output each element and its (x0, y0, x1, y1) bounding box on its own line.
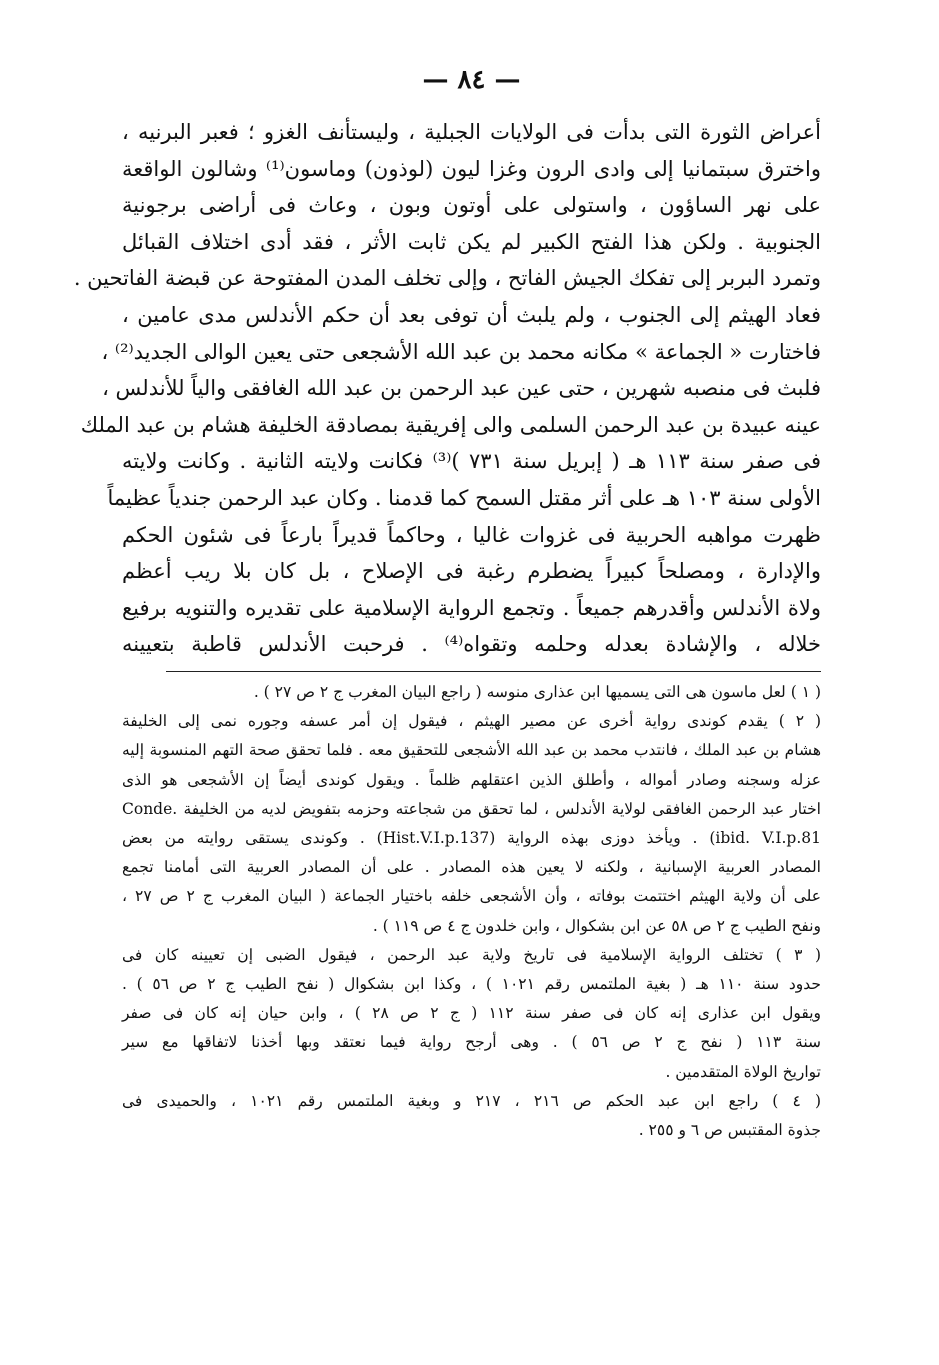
footnotes (122, 678, 821, 1145)
footnote-line: المصادر العربية الإسبانية ، ولكنه لا يعين هذه المصادر . على أن المصادر العربية التى أمامنا تجمع (122, 858, 821, 877)
text-line: ولاة الأندلس وأقدرهم جميعاً . وتجمع الرواية الإسلامية على تقديره والتنويه برفيع (122, 595, 821, 620)
text-line: فاختارت « الجماعة » مكانه محمد بن عبد الله الأشجعى حتى يعين الوالى الجديد⁽²⁾ ، (101, 339, 821, 364)
text-line: الأولى سنة ١٠٣ هـ على أثر مقتل السمح كما قدمنا . وكان عبد الرحمن جندياً عظيماً (107, 485, 821, 510)
footnote-line: ibid. V.I.p.81) . ويأخذ دوزى بهذه الرواية (Hist.V.I.p.137) . وكوندى يستقى روايته من بعض (122, 828, 821, 847)
text-line: أعراض الثورة التى بدأت فى الولايات الجبلية ، وليستأنف الغزو ؛ فعبر البرنيه ، (122, 120, 821, 144)
footnote-line: ( ٣ ) تختلف الرواية الإسلامية فى تاريخ ولاية عبد الرحمن ، فيقول الضبى إن تعيينه كان فى (122, 945, 821, 964)
footnote-line: ونفح الطيب ج ٢ ص ٥٨ عن ابن بشكوال ، وابن خلدون ج ٤ ص ١١٩ ) . (372, 916, 821, 935)
text-line: عينه عبيدة بن عبد الرحمن السلمى والى إفريقية بمصادقة الخليفة هشام بن عبد الملك (80, 412, 821, 437)
footnote-line: اختار عبد الرحمن الغافقى لولاية الأندلس ، لما تحقق من شجاعته وحزمه بتفويض لديه من الخليفة .Conde (122, 799, 821, 818)
footnote-line: تواريخ الولاة المتقدمين . (665, 1062, 821, 1081)
main-text (73, 114, 821, 663)
footnote-line: ( ١ ) لعل ماسون هى التى يسميها ابن عذارى منوسه ( راجع البيان المغرب ج ٢ ص ٢٧ ) . (253, 682, 821, 701)
text-line: وتمرد البربر إلى تفكك الجيش الفاتح ، وإلى تخلف المدن المفتوحة عن قبضة الفاتحين . (73, 266, 821, 291)
text-line: فلبث فى منصبه شهرين ، حتى عين عبد الرحمن بن عبد الله الغافقى والياً للأندلس ، (102, 376, 821, 401)
footnote-line: ( ٤ ) راجع ابن عبد الحكم ص ٢١٦ ، ٢١٧ و وبغية الملتمس رقم ١٠٢١ ، والحميدى فى (122, 1091, 821, 1110)
text-line: فعاد الهيثم إلى الجنوب ، ولم يلبث أن توفى بعد أن حكم الأندلس مدى عامين ، (122, 302, 821, 327)
text-line: على نهر الساؤون ، واستولى على أوتون وبون ، وعاث فى أراضى برجونية (122, 193, 821, 218)
footnote-line: جذوة المقتبس ص ٦ و ٢٥٥ . (638, 1120, 821, 1139)
text-line: الجنوبية . ولكن هذا الفتح الكبير لم يكن ثابت الأثر ، فقد أدى اختلاف القبائل (122, 229, 821, 254)
footnote-line: حدود سنة ١١٠ هـ ( بغية الملتمس رقم ١٠٢١ ) ، وكذا ابن بشكوال ( نفح الطيب ج ٢ ص ٥٦ ) . (122, 974, 821, 993)
footnote-line: ( ٢ ) يقدم كوندى رواية أخرى عن مصير الهيثم ، فيقول إن أمر عسفه وجوره نمى إلى الخليفة (122, 712, 821, 731)
text-line: ظهرت مواهبه الحربية فى غزوات غاليا ، وحاكماً قديراً بارعاً فى شئون الحكم (122, 522, 821, 547)
footnote-line: ويقول ابن عذارى إنه كان فى صفر سنة ١١٢ ( ج ٢ ص ٢٨ ) ، وابن حيان إنه كان فى صفر (122, 1004, 822, 1023)
text-line: خلاله ، والإشادة بعدله وحلمه وتقواه⁽⁴⁾ . فرحبت الأندلس قاطبة بتعيينه (122, 632, 821, 657)
footnote-line: عزله وسجنه وصادر أمواله ، وأطلق الذين اعتقلهم ظلماً . ويقول كوندى أيضاً إن الأشجعى هو الذى (122, 770, 821, 789)
footnote-line: على أن ولاية الهيثم اختتمت بوفاته ، وأن الأشجعى خلفه باختيار الجماعة ( البيان المغرب ج ٢ ص ٢٧ ، (122, 887, 821, 906)
text-line: واخترق سبتمانيا إلى وادى الرون وغزا ليون (لوذون) وماسون⁽¹⁾ وشالون الواقعة (122, 156, 821, 181)
footnote-divider (166, 671, 821, 672)
footnote-line: هشام بن عبد الملك ، فانتدب محمد بن عبد الله الأشجعى للتحقيق معه . فلما تحقق صحة التهم المنسوبة إليه (122, 741, 821, 760)
text-line: فى صفر سنة ١١٣ هـ ( إبريل سنة ٧٣١ )⁽³⁾ فكانت ولايته الثانية . وكانت ولايته (122, 449, 821, 474)
text-line: والإدارة ، ومصلحاً كبيراً يضطرم رغبة فى الإصلاح ، بل كان بلا ريب أعظم (122, 559, 821, 584)
footnote-line: سنة ١١٣ ( نفح ج ٢ ص ٥٦ ) . وهى أرجح رواية فيما نعتقد وبها أخذنا لاتفاقها مع سير (122, 1033, 822, 1052)
page-number: — ٨٤ — (422, 65, 521, 95)
